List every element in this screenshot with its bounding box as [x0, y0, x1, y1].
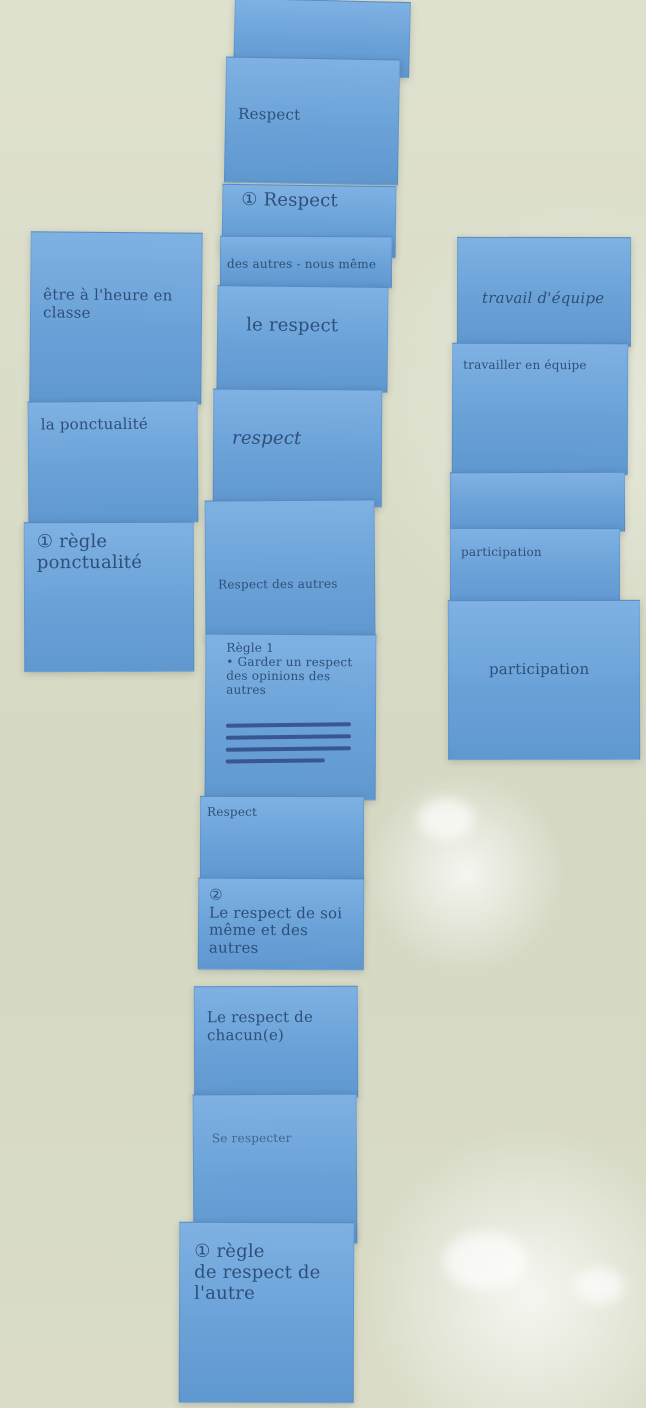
light-reflection	[418, 798, 474, 840]
sticky-note-text: travailler en équipe	[463, 357, 587, 373]
sticky-note-text: Respect	[207, 804, 258, 819]
sticky-note-text: participation	[461, 544, 542, 560]
sticky-note-left-3	[24, 522, 195, 673]
sticky-note-right-2	[452, 343, 628, 476]
sticky-note-right-4	[450, 528, 620, 608]
sticky-note-text: participation	[488, 659, 590, 679]
sticky-note-text: Le respect de chacun(e)	[206, 1007, 314, 1044]
sticky-note-text: la ponctualité	[40, 414, 148, 434]
sticky-note-left-1	[29, 231, 202, 404]
sticky-note-text: ② Le respect de soi même et des autres	[208, 885, 343, 957]
sticky-note-text: ① règle ponctualité	[36, 531, 143, 574]
sticky-note-middle-3	[220, 236, 392, 289]
sticky-note-right-1	[457, 237, 631, 347]
sticky-note-text: travail d'équipe	[481, 288, 605, 308]
light-reflection	[444, 1232, 528, 1290]
sticky-note-text	[463, 489, 614, 490]
sticky-note-middle-7	[205, 634, 377, 801]
sticky-note-middle-12	[179, 1222, 355, 1404]
sticky-note-text: Règle 1 • Garder un respect des opinions des autres	[226, 640, 353, 698]
sticky-note-middle-9	[198, 878, 364, 971]
sticky-note-middle-8	[200, 796, 364, 882]
sticky-note-text: ① Respect	[241, 189, 339, 212]
sticky-note-text: le respect	[246, 314, 339, 337]
sticky-note-middle-10	[194, 986, 358, 1099]
sticky-note-middle-4	[216, 285, 388, 393]
sticky-note-middle-6	[205, 499, 376, 640]
sticky-note-text: Se respecter	[211, 1130, 292, 1146]
sticky-note-middle-1	[224, 56, 400, 185]
crossed-out-scribbles	[226, 723, 351, 770]
sticky-note-left-2	[28, 400, 199, 523]
sticky-note-text	[248, 15, 400, 19]
sticky-note-text: Respect	[237, 104, 301, 124]
light-reflection	[574, 1268, 624, 1304]
sticky-note-text: Respect des autres	[218, 576, 338, 592]
sticky-note-right-3	[450, 472, 625, 533]
sticky-note-text: être à l'heure en classe	[42, 285, 173, 322]
sticky-note-text: des autres - nous même	[226, 256, 377, 272]
sticky-note-text: respect	[231, 427, 302, 450]
sticky-note-middle-5	[213, 389, 383, 508]
sticky-note-text: ① règle de respect de l'autre	[194, 1240, 321, 1305]
sticky-note-right-5	[448, 600, 640, 760]
